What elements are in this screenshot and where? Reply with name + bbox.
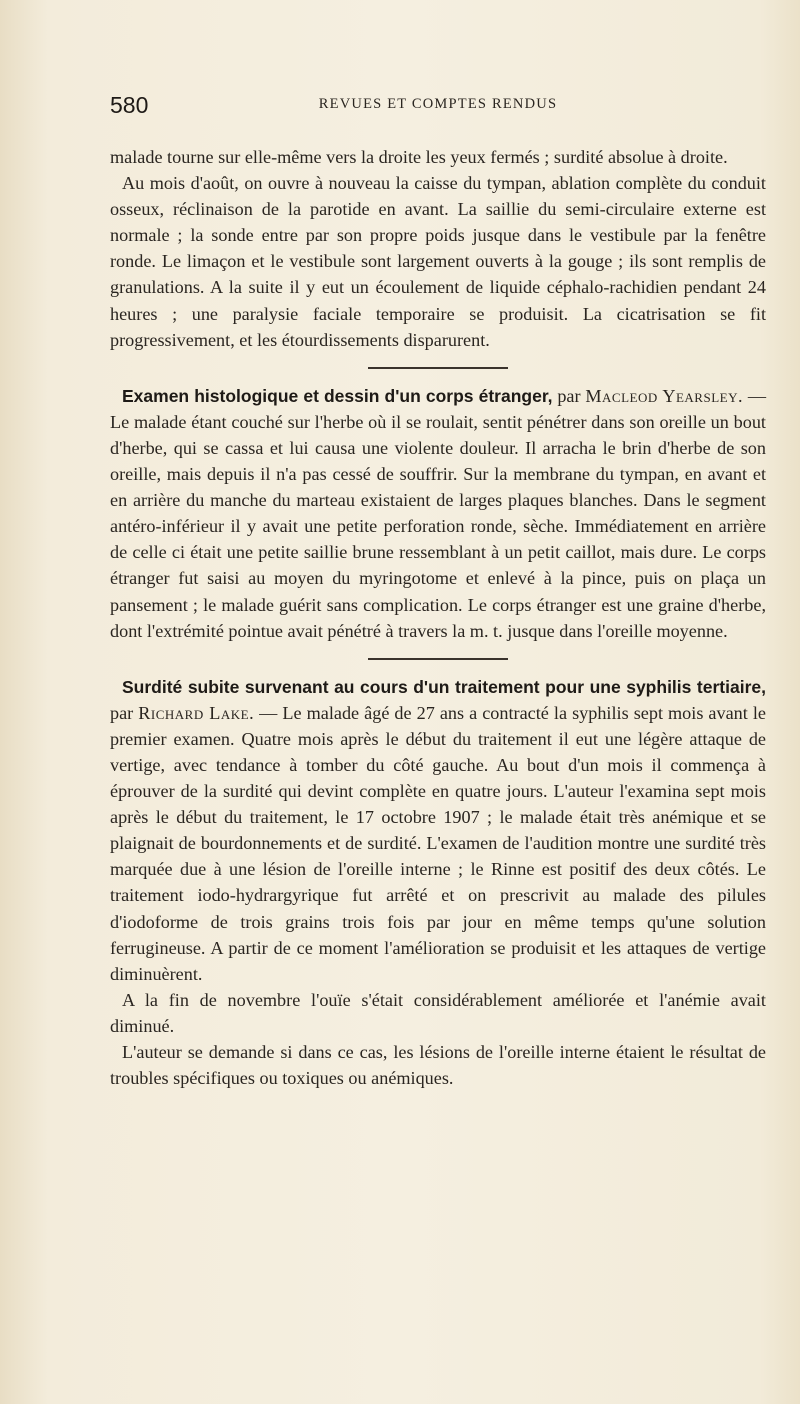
- paragraph-continued: malade tourne sur elle-même vers la droite les yeux fermés ; surdité absolue à droite.: [110, 147, 728, 167]
- author-name: Richard Lake.: [138, 702, 255, 723]
- section-divider: [368, 658, 508, 660]
- paragraph-improvement: A la fin de novembre l'ouïe s'était considérablement améliorée et l'anémie avait diminué.: [110, 989, 766, 1036]
- page-header: [110, 92, 766, 122]
- section-text: — Le malade âgé de 27 ans a contracté la syphilis sept mois avant le premier examen. Quatre mois après le début du traitement il eut une légère attaque de vertige, avec tendance à tomber du côté gauche. Au bout d'un mois il commença à éprouver de la surdité qui devint complète en quatre jours. L'auteur l'examina sept mois après le début du traitement, le 17 octobre 1907 ; le malade était très anémique et se plaignait de bourdonnements et de surdité. L'examen de l'audition montre une surdité très marquée due à une lésion de l'oreille interne ; le Rinne est positif des deux côtés. Le traitement iodo-hydrargyrique fut arrêté et on prescrivit au malade des pilules d'iodoforme de trois grains trois fois par jour en même temps qu'une solution ferrugineuse. A partir de ce moment l'amélioration se produisit et les attaques de vertige diminuèrent.: [110, 702, 766, 984]
- section-heading: Examen histologique et dessin d'un corps étranger,: [122, 385, 553, 406]
- page-number: 580: [110, 92, 149, 118]
- by-text: par: [552, 385, 586, 406]
- section-text: — Le malade étant couché sur l'herbe où il se roulait, sentit pénétrer dans son oreille un bout d'herbe, qui se cassa et lui causa une violente douleur. Il arracha le brin d'herbe de son oreille, mais depuis il n'a pas cessé de souffrir. Sur la membrane du tympan, en avant et en arrière du manche du marteau existaient de larges plaques blanches. Dans le segment antéro-inférieur il y avait une petite perforation ronde, sèche. Immédiatement en arrière de celle ci était une petite saillie brune ressemblant à un petit caillot, mais dure. Le corps étranger fut saisi au moyen du myringotome et enlevé à la pince, puis on plaça un pansement ; le malade guérit sans complication. Le corps étranger est une graine d'herbe, dont l'extrémité pointue avait pénétré à travers la m. t. jusque dans l'oreille moyenne.: [110, 385, 767, 641]
- section-sudden-deafness: [110, 674, 766, 987]
- section-divider: [368, 367, 508, 369]
- paragraph-conclusion: L'auteur se demande si dans ce cas, les lésions de l'oreille interne étaient le résultat de troubles spécifiques ou toxiques ou anémiques.: [110, 1042, 766, 1089]
- running-title: REVUES ET COMPTES RENDUS: [318, 96, 558, 112]
- author-name: Macleod Yearsley.: [585, 385, 744, 406]
- section-heading: Surdité subite survenant au cours d'un traitement pour une syphilis tertiaire,: [122, 676, 766, 697]
- article-body: [110, 144, 766, 1091]
- paragraph-operation: Au mois d'août, on ouvre à nouveau la caisse du tympan, ablation complète du conduit osseux, réclinaison de la parotide en avant. La saillie du semi-circulaire externe est normale ; la sonde entre par son propre poids jusque dans le vestibule par la fenêtre ronde. Le limaçon et le vestibule sont largement ouverts à la gouge ; ils sont remplis de granulations. A la suite il y eut un écoulement de liquide céphalo-rachidien pendant 24 heures ; une paralysie faciale temporaire se produisit. La cicatrisation se fit progressivement, et les étourdissements disparurent.: [110, 173, 766, 350]
- section-foreign-body: [110, 383, 766, 644]
- by-text: par: [110, 702, 139, 723]
